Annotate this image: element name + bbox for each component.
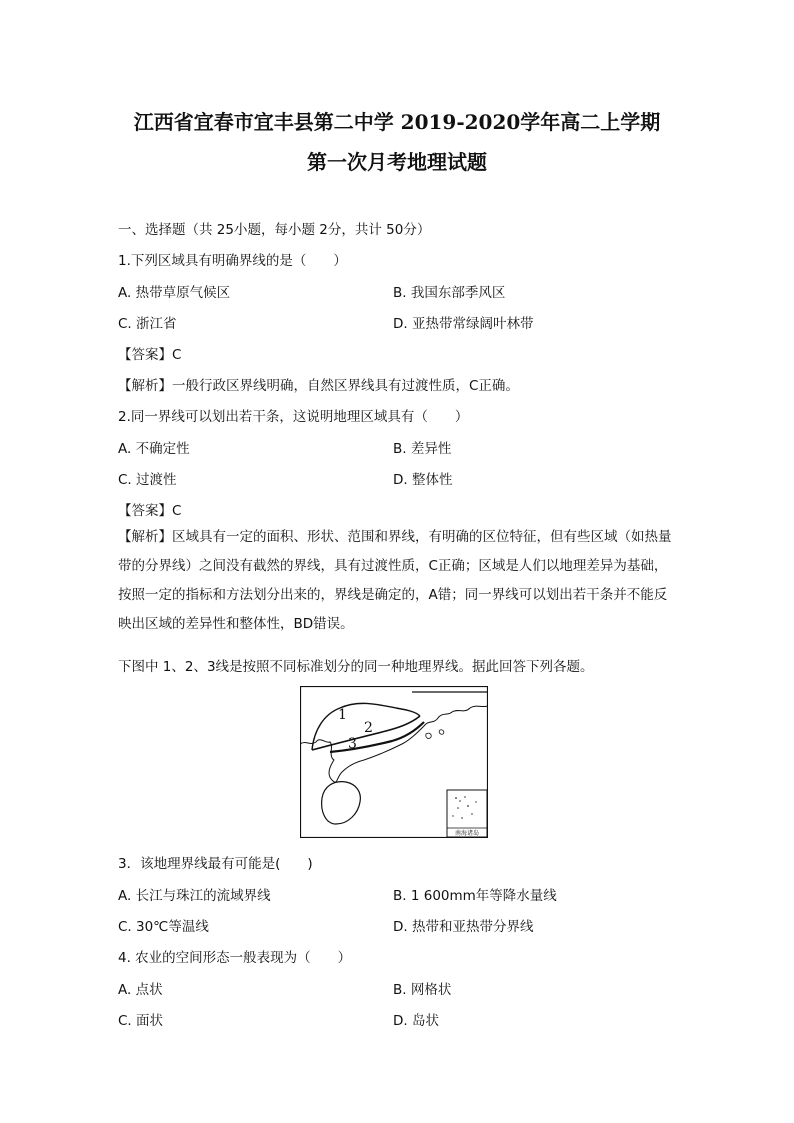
map-intro: 下图中 1、2、3线是按照不同标准划分的同一种地理界线。据此回答下列各题。 bbox=[118, 659, 594, 675]
q4-option-a: A. 点状 bbox=[118, 982, 163, 998]
q4-option-d: D. 岛状 bbox=[393, 1013, 439, 1029]
q2-option-a: A. 不确定性 bbox=[118, 441, 190, 457]
q1-option-c: C. 浙江省 bbox=[118, 316, 177, 332]
q1-answer: 【答案】C bbox=[118, 347, 182, 363]
inset-label: 南海诸岛 bbox=[454, 830, 480, 837]
q1-option-a: A. 热带草原气候区 bbox=[118, 285, 231, 301]
q3-option-a: A. 长江与珠江的流域界线 bbox=[118, 888, 271, 904]
q3-option-d: D. 热带和亚热带分界线 bbox=[393, 919, 534, 935]
page-title-line2: 第一次月考地理试题 bbox=[307, 150, 487, 174]
q2-answer: 【答案】C bbox=[118, 503, 182, 519]
q2-option-c: C. 过渡性 bbox=[118, 472, 177, 488]
q2-analysis: 【解析】区域具有一定的面积、形状、范围和界线，有明确的区位特征，但有些区域（如热量带的分界线）之间没有截然的界线，具有过渡性质，C正确；区域是人们以地理差异为基础，按照一定的指标和方法划分出来的，界线是确定的，A错；同一界线可以划出若干条并不能反映出区域的差异性和整体性，BD错误。 bbox=[118, 529, 672, 632]
q1-analysis: 【解析】一般行政区界线明确，自然区界线具有过渡性质，C正确。 bbox=[118, 378, 519, 394]
map-label-3: 3 bbox=[348, 736, 357, 752]
q3-stem: 3．该地理界线最有可能是( ) bbox=[118, 856, 313, 872]
page-title-line1: 江西省宜春市宜丰县第二中学 2019-2020学年高二上学期 bbox=[133, 110, 661, 134]
q2-option-d: D. 整体性 bbox=[393, 472, 453, 488]
q2-stem: 2.同一界线可以划出若干条，这说明地理区域具有（ ） bbox=[118, 409, 469, 425]
boundary-map bbox=[300, 686, 488, 838]
q4-option-b: B. 网格状 bbox=[393, 982, 452, 998]
q2-option-b: B. 差异性 bbox=[393, 441, 452, 457]
q1-option-b: B. 我国东部季风区 bbox=[393, 285, 506, 301]
map-label-2: 2 bbox=[364, 720, 373, 736]
q1-stem: 1.下列区域具有明确界线的是（ ） bbox=[118, 253, 347, 269]
map-label-1: 1 bbox=[338, 707, 347, 723]
q1-option-d: D. 亚热带常绿阔叶林带 bbox=[393, 316, 534, 332]
q4-option-c: C. 面状 bbox=[118, 1013, 164, 1029]
q3-option-c: C. 30℃等温线 bbox=[118, 919, 209, 935]
q4-stem: 4. 农业的空间形态一般表现为（ ） bbox=[118, 950, 352, 966]
section-heading: 一、选择题（共 25小题，每小题 2分，共计 50分） bbox=[118, 222, 431, 238]
q3-option-b: B. 1 600mm年等降水量线 bbox=[393, 888, 557, 904]
